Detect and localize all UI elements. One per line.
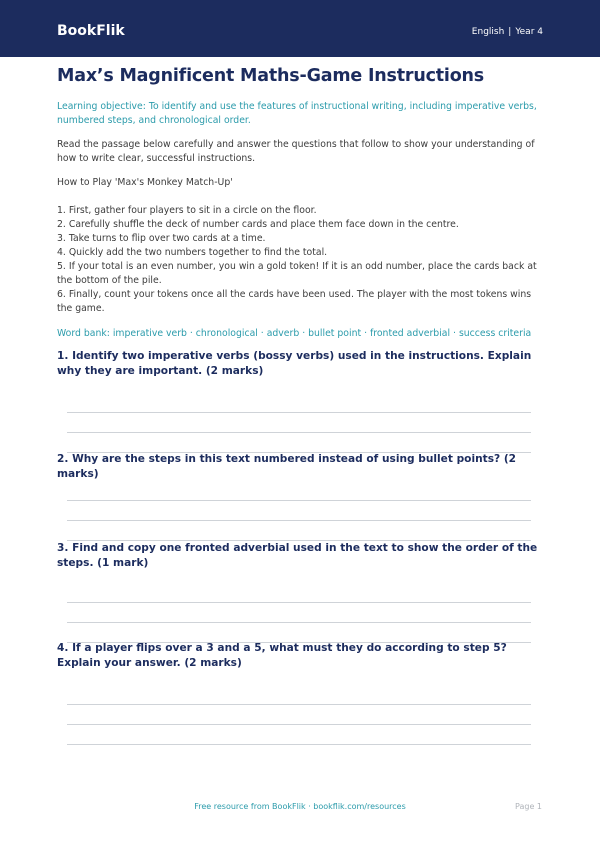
question-text: 2. Why are the steps in this text numbered instead of using bullet points? (2 marks): [57, 453, 517, 480]
instruction-step: 4. Quickly add the two numbers together to find the total.: [57, 247, 328, 258]
answer-line[interactable]: [67, 500, 531, 501]
instruction-step: 2. Carefully shuffle the deck of number cards and place them face down in the centre.: [57, 219, 459, 230]
instruction-steps: [57, 204, 543, 316]
brand-logo[interactable]: BookFlik: [57, 23, 125, 39]
question-3: [57, 541, 543, 571]
question-text: 4. If a player flips over a 3 and a 5, what must they do according to step 5? Explain your answer. (2 marks): [57, 642, 507, 669]
question-text: 1. Identify two imperative verbs (bossy verbs) used in the instructions. Explain why they are important. (2 marks): [57, 350, 532, 377]
instruction-step: 1. First, gather four players to sit in a circle on the floor.: [57, 205, 317, 216]
answer-line[interactable]: [67, 432, 531, 433]
answer-line[interactable]: [67, 412, 531, 413]
word-bank: Word bank: imperative verb · chronological · adverb · bullet point · fronted adverbial · success criteria: [57, 328, 532, 339]
question-1: [57, 349, 543, 379]
answer-line[interactable]: [67, 704, 531, 705]
subject-label: English: [471, 27, 505, 37]
question-text: 3. Find and copy one fronted adverbial used in the text to show the order of the steps. (1 mark): [57, 542, 538, 569]
question-4: [57, 641, 543, 671]
page-number: Page 1: [515, 802, 542, 811]
year-label: Year 4: [515, 27, 543, 37]
answer-line[interactable]: [67, 724, 531, 725]
subject-year-meta: [472, 27, 543, 37]
page-footer: [0, 802, 600, 814]
meta-separator: |: [508, 27, 512, 37]
learning-objective: Learning objective: To identify and use the features of instructional writing, including imperative verbs, numbered steps, and chronological order.: [57, 101, 537, 126]
answer-line[interactable]: [67, 622, 531, 623]
answer-line[interactable]: [67, 744, 531, 745]
worksheet-body: [57, 64, 543, 341]
footer-source-link[interactable]: Free resource from BookFlik · bookflik.com/resources: [194, 802, 406, 811]
worksheet-title: Max’s Magnificent Maths-Game Instructions: [57, 66, 485, 86]
question-2: [57, 452, 543, 482]
answer-line[interactable]: [67, 602, 531, 603]
answer-line[interactable]: [67, 520, 531, 521]
instruction-step: 3. Take turns to flip over two cards at a time.: [57, 233, 266, 244]
intro-paragraph: Read the passage below carefully and answer the questions that follow to show your understanding of how to write clear, successful instructions.: [57, 139, 535, 164]
instruction-step: 5. If your total is an even number, you win a gold token! If it is an odd number, place the cards back at the bottom of the pile.: [57, 261, 537, 286]
site-header: [0, 0, 600, 57]
instruction-step: 6. Finally, count your tokens once all the cards have been used. The player with the most tokens wins the game.: [57, 289, 532, 314]
passage-title: How to Play 'Max's Monkey Match-Up': [57, 177, 233, 188]
